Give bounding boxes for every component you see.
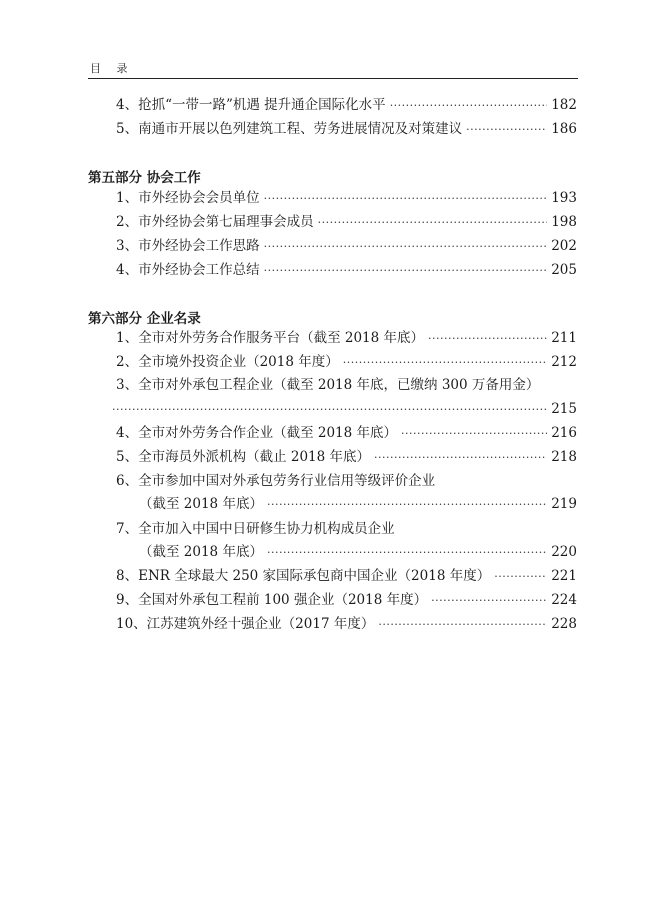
toc-entry-label[interactable]: 6、全市参加中国对外承包劳务行业信用等级评价企业	[116, 473, 436, 489]
toc-entry-label: 5、南通市开展以色列建筑工程、劳务进展情况及对策建议	[116, 121, 463, 137]
toc-entry-page: 202	[551, 238, 577, 254]
leader-dots	[494, 568, 547, 586]
toc-entry[interactable]	[116, 591, 577, 610]
toc-entry[interactable]	[116, 120, 577, 139]
section-title-part6: 第六部分 企业名录	[88, 311, 201, 327]
toc-entry[interactable]	[116, 615, 577, 634]
toc-entry-label-cont: （截至 2018 年底）	[139, 496, 263, 512]
toc-entry-page: 205	[551, 262, 577, 278]
toc-entry-page: 228	[551, 616, 577, 632]
leader-dots	[466, 121, 547, 139]
header-title: 目 录	[90, 62, 134, 75]
toc-entry[interactable]	[116, 237, 577, 256]
toc-entry-label: 4、全市对外劳务合作企业（截至 2018 年底）	[116, 425, 398, 441]
toc-entry-label: 1、全市对外劳务合作服务平台（截至 2018 年底）	[116, 330, 425, 346]
toc-entry-label[interactable]: 7、全市加入中国中日研修生协力机构成员企业	[116, 521, 395, 537]
toc-entry-label: 4、市外经协会工作总结	[116, 262, 260, 278]
leader-dots	[374, 449, 547, 467]
toc-entry[interactable]	[116, 424, 577, 443]
leader-dots	[431, 592, 547, 610]
leader-dots	[264, 238, 548, 256]
toc-entry-label: 8、ENR 全球最大 250 家国际承包商中国企业（2018 年度）	[116, 568, 491, 584]
toc-entry-page: 216	[551, 425, 577, 441]
toc-entry-page: 193	[551, 190, 577, 206]
toc-entry-label: 1、市外经协会会员单位	[116, 190, 260, 206]
toc-entry-continuation[interactable]	[139, 495, 577, 514]
toc-entry-continuation[interactable]	[112, 400, 577, 419]
leader-dots	[318, 214, 548, 232]
toc-entry[interactable]	[116, 96, 577, 115]
toc-entry-label: 2、市外经协会第七届理事会成员	[116, 214, 314, 230]
toc-entry-page: 219	[551, 496, 577, 512]
leader-dots	[112, 401, 547, 419]
toc-entry-page: 182	[551, 97, 577, 113]
leader-dots	[390, 97, 548, 115]
toc-entry-label: 10、江苏建筑外经十强企业（2017 年度）	[116, 616, 375, 632]
toc-entry-page: 220	[551, 544, 577, 560]
toc-entry-label-cont: （截至 2018 年底）	[139, 544, 263, 560]
leader-dots	[378, 616, 547, 634]
toc-entry[interactable]	[116, 213, 577, 232]
leader-dots	[264, 190, 548, 208]
toc-entry-page: 212	[551, 354, 577, 370]
leader-dots	[267, 544, 547, 562]
section-title-part5: 第五部分 协会工作	[88, 170, 201, 186]
leader-dots	[343, 354, 547, 372]
toc-entry-label: 4、抢抓“一带一路”机遇 提升通企国际化水平	[116, 97, 386, 113]
toc-entry[interactable]	[116, 448, 577, 467]
header-rule	[88, 78, 578, 79]
toc-entry[interactable]	[116, 353, 577, 372]
toc-entry-label: 5、全市海员外派机构（截止 2018 年底）	[116, 449, 371, 465]
toc-entry-page: 211	[551, 330, 577, 346]
toc-entry-page: 218	[551, 449, 577, 465]
leader-dots	[267, 496, 547, 514]
toc-entry[interactable]	[116, 261, 577, 280]
leader-dots	[264, 262, 548, 280]
toc-entry-label: 2、全市境外投资企业（2018 年度）	[116, 354, 339, 370]
toc-entry[interactable]	[116, 329, 577, 348]
toc-entry[interactable]	[116, 567, 577, 586]
toc-entry-page: 215	[551, 401, 577, 417]
leader-dots	[401, 425, 547, 443]
toc-entry-page: 198	[551, 214, 577, 230]
leader-dots	[428, 330, 547, 348]
toc-entry-label[interactable]: 3、全市对外承包工程企业（截至 2018 年底，已缴纳 300 万备用金）	[116, 377, 540, 393]
toc-entry[interactable]	[116, 189, 577, 208]
toc-entry-continuation[interactable]	[139, 543, 577, 562]
toc-entry-label: 9、全国对外承包工程前 100 强企业（2018 年度）	[116, 592, 428, 608]
toc-entry-page: 221	[551, 568, 577, 584]
toc-entry-page: 224	[551, 592, 577, 608]
toc-entry-page: 186	[551, 121, 577, 137]
toc-entry-label: 3、市外经协会工作思路	[116, 238, 260, 254]
